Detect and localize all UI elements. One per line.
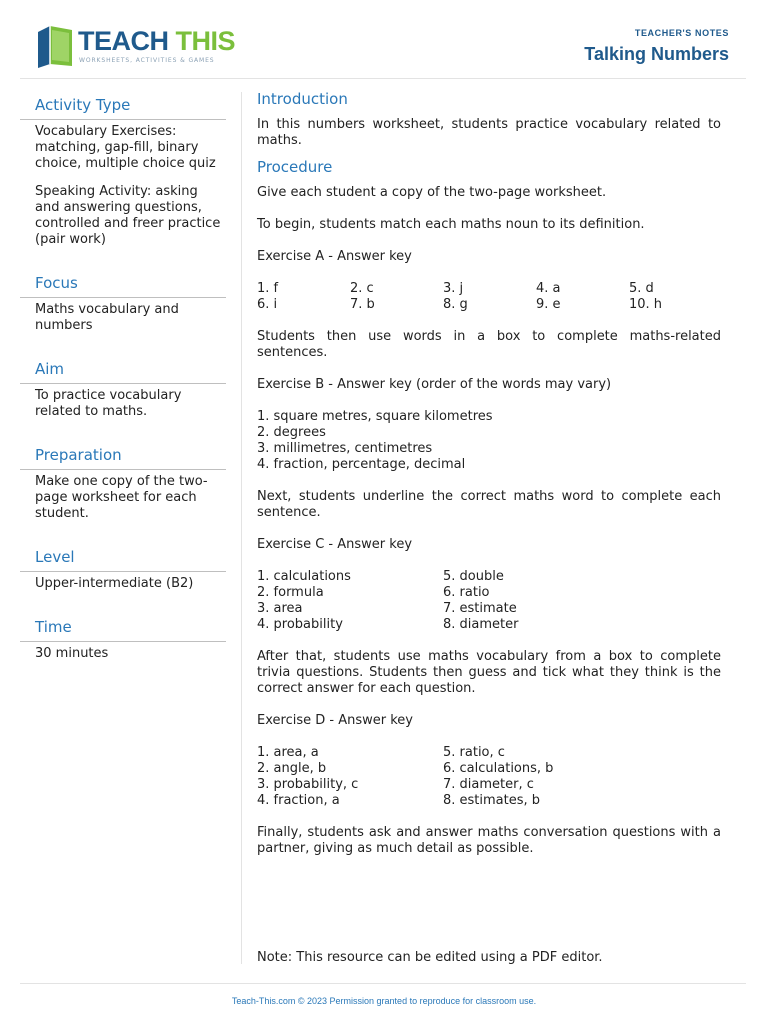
level-section (20, 544, 226, 592)
introduction-text: In this numbers worksheet, students practice vocabulary related to maths. (257, 117, 721, 148)
answer-item: 6. calculations, b (443, 761, 554, 776)
book-icon (36, 24, 74, 68)
activity-type-section (20, 92, 226, 248)
exercise-c-answer-key (257, 569, 721, 633)
focus-section (20, 270, 226, 334)
header-divider (20, 78, 746, 79)
exercise-a-title: Exercise A - Answer key (257, 249, 412, 264)
procedure-paragraph: After that, students use maths vocabulary from a box to complete trivia questions. Students then guess and tick what they think is the correct answer for each question. (257, 649, 721, 696)
answer-item: 1. f (257, 281, 279, 296)
answer-item: 5. ratio, c (443, 745, 505, 760)
activity-type-heading: Activity Type (20, 92, 226, 120)
aim-section (20, 356, 226, 420)
answer-item: 1. square metres, square kilometres (257, 409, 493, 424)
answer-item: 6. i (257, 297, 278, 312)
answer-item: 4. fraction, a (257, 793, 340, 808)
aim-heading: Aim (20, 356, 226, 384)
answer-item: 7. diameter, c (443, 777, 534, 792)
introduction-heading: Introduction (257, 90, 348, 108)
exercise-b-title: Exercise B - Answer key (order of the words may vary) (257, 377, 612, 392)
teachers-notes-label: TEACHER'S NOTES (634, 28, 729, 38)
answer-item: 2. formula (257, 585, 324, 600)
answer-item: 2. degrees (257, 425, 326, 440)
answer-item: 8. estimates, b (443, 793, 541, 808)
focus-heading: Focus (20, 270, 226, 298)
answer-item: 7. estimate (443, 601, 517, 616)
preparation-text: Make one copy of the two-page worksheet for each student. (35, 474, 208, 521)
page-title: Talking Numbers (584, 44, 729, 64)
aim-text: To practice vocabulary related to maths. (35, 388, 182, 419)
footer-divider (20, 983, 746, 984)
answer-item: 4. a (536, 281, 561, 296)
answer-item: 3. j (443, 281, 464, 296)
exercise-a-answer-key (257, 281, 721, 313)
procedure-paragraph: Students then use words in a box to complete maths-related sentences. (257, 329, 721, 360)
answer-item: 3. area (257, 601, 303, 616)
answer-item: 6. ratio (443, 585, 490, 600)
answer-item: 1. area, a (257, 745, 319, 760)
pdf-editor-note: Note: This resource can be edited using a PDF editor. (257, 950, 603, 965)
level-heading: Level (20, 544, 226, 572)
answer-item: 4. fraction, percentage, decimal (257, 457, 466, 472)
footer-copyright[interactable]: Teach-This.com © 2023 Permission granted to reproduce for classroom use. (231, 996, 537, 1006)
procedure-paragraph: Finally, students ask and answer maths conversation questions with a partner, giving as much detail as possible. (257, 825, 721, 856)
answer-item: 8. g (443, 297, 468, 312)
time-section (20, 614, 226, 662)
answer-item: 1. calculations (257, 569, 351, 584)
page-header (0, 0, 768, 78)
answer-item: 10. h (629, 297, 663, 312)
answer-item: 9. e (536, 297, 561, 312)
exercise-d-answer-key (257, 745, 721, 809)
column-divider (241, 92, 242, 964)
activity-type-line: Vocabulary Exercises: matching, gap-fill, binary choice, multiple choice quiz (35, 124, 216, 171)
answer-item: 8. diameter (443, 617, 519, 632)
answer-item: 7. b (350, 297, 375, 312)
procedure-paragraph: To begin, students match each maths noun to its definition. (257, 217, 645, 232)
answer-item: 3. millimetres, centimetres (257, 441, 433, 456)
preparation-heading: Preparation (20, 442, 226, 470)
procedure-paragraph: Give each student a copy of the two-page worksheet. (257, 185, 607, 200)
level-text: Upper-intermediate (B2) (35, 576, 194, 591)
answer-item: 2. angle, b (257, 761, 327, 776)
answer-item: 2. c (350, 281, 374, 296)
answer-item: 5. d (629, 281, 654, 296)
main-content (257, 89, 721, 873)
procedure-heading: Procedure (257, 158, 333, 176)
exercise-c-title: Exercise C - Answer key (257, 537, 413, 552)
time-text: 30 minutes (35, 646, 109, 661)
answer-item: 4. probability (257, 617, 343, 632)
logo-wordmark: TEACH THIS (78, 26, 236, 56)
focus-text: Maths vocabulary and numbers (35, 302, 179, 333)
sidebar (20, 92, 226, 684)
answer-item: 3. probability, c (257, 777, 359, 792)
activity-type-line: Speaking Activity: asking and answering questions, controlled and freer practice (pair work) (35, 184, 221, 247)
preparation-section (20, 442, 226, 522)
time-heading: Time (20, 614, 226, 642)
procedure-paragraph: Next, students underline the correct maths word to complete each sentence. (257, 489, 721, 520)
exercise-d-title: Exercise D - Answer key (257, 713, 413, 728)
teach-this-logo (36, 22, 236, 70)
answer-item: 5. double (443, 569, 504, 584)
exercise-b-answer-key (257, 409, 721, 473)
logo-tagline: WORKSHEETS, ACTIVITIES & GAMES (79, 57, 215, 64)
